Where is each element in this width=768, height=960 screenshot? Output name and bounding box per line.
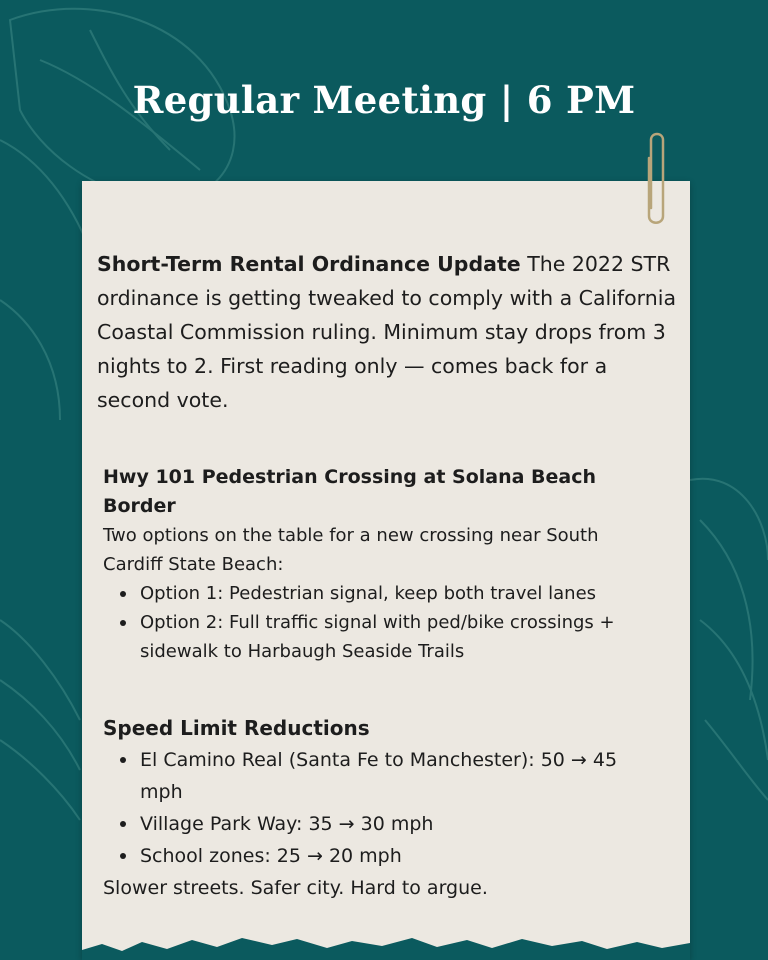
crossing-heading: Hwy 101 Pedestrian Crossing at Solana Beach Border (103, 466, 597, 517)
list-item: Option 1: Pedestrian signal, keep both travel lanes (103, 579, 663, 608)
str-ordinance-section (97, 247, 677, 417)
crossing-intro: Two options on the table for a new crossing near South Cardiff State Beach: (103, 525, 599, 575)
speed-limit-section (103, 713, 663, 904)
list-item: Option 2: Full traffic signal with ped/bike crossings + sidewalk to Harbaugh Seaside Trails (103, 608, 663, 666)
list-item: Village Park Way: 35 → 30 mph (103, 808, 663, 840)
speed-heading: Speed Limit Reductions (103, 716, 370, 740)
torn-edge (82, 920, 690, 960)
str-body: The 2022 STR ordinance is getting tweaked to comply with a California Coastal Commission ruling. Minimum stay drops from 3 nights to 2. First reading only — comes back for a second vote. (97, 252, 677, 412)
note-paper (82, 181, 690, 960)
page-title: Regular Meeting | 6 PM (132, 78, 636, 122)
speed-items-list (103, 744, 663, 872)
crossing-options-list (103, 579, 663, 666)
list-item: School zones: 25 → 20 mph (103, 840, 663, 872)
speed-closing: Slower streets. Safer city. Hard to argue. (103, 877, 488, 899)
ped-crossing-section (103, 463, 663, 666)
list-item: El Camino Real (Santa Fe to Manchester): 50 → 45 mph (103, 744, 663, 808)
str-heading: Short-Term Rental Ordinance Update (97, 252, 521, 276)
paperclip-icon (645, 128, 669, 228)
